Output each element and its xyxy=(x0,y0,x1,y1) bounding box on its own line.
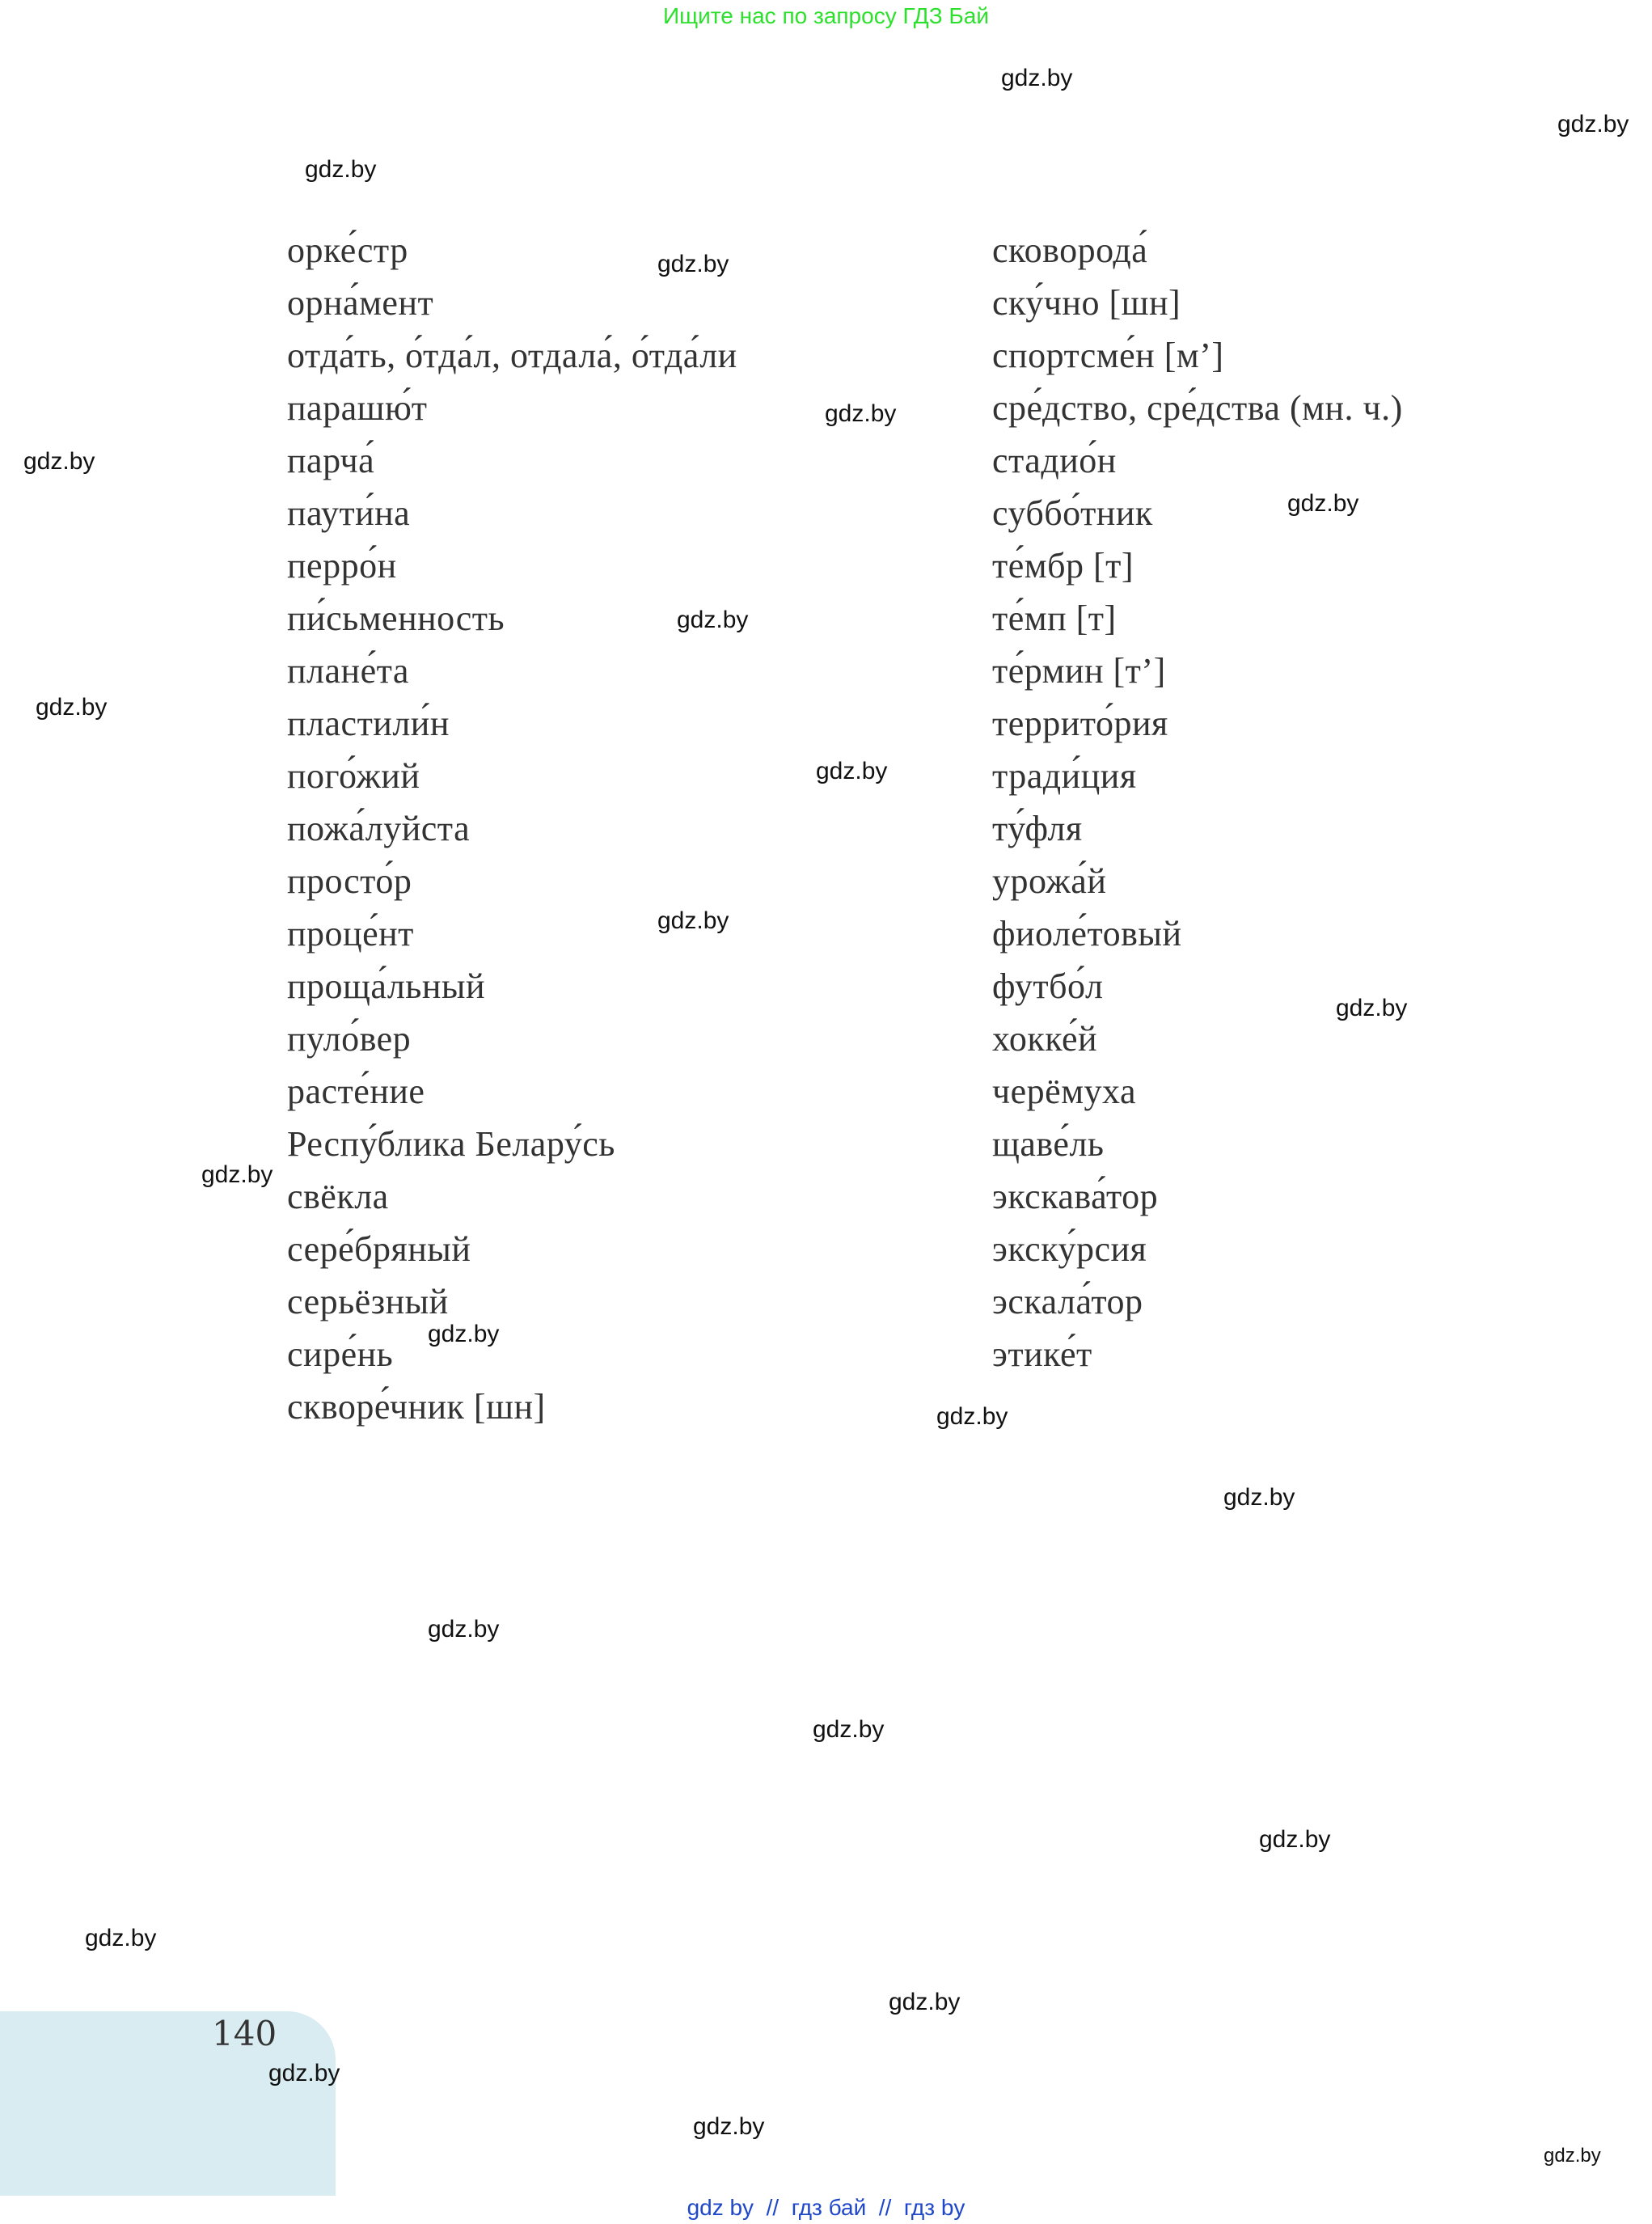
word-entry: парча́ xyxy=(287,441,375,480)
word-entry: пластили́н xyxy=(287,704,450,743)
watermark: gdz.by xyxy=(428,1616,500,1643)
word-entry: щаве́ль xyxy=(992,1124,1105,1164)
word-entry: сре́дство, сре́дства (мн. ч.) xyxy=(992,388,1403,428)
watermark: gdz.by xyxy=(657,907,729,934)
watermark: gdz.by xyxy=(816,758,888,784)
word-entry: проща́льный xyxy=(287,966,486,1006)
word-entry: серьёзный xyxy=(287,1282,449,1321)
word-entry: плане́та xyxy=(287,651,409,691)
word-entry: те́рмин [т’] xyxy=(992,651,1166,691)
watermark: gdz.by xyxy=(1259,1826,1331,1853)
word-entry: пого́жий xyxy=(287,756,420,796)
word-entry: урожа́й xyxy=(992,861,1107,901)
watermark: gdz.by xyxy=(936,1403,1008,1430)
watermark: gdz.by xyxy=(677,607,749,633)
watermark: gdz.by xyxy=(825,400,897,427)
word-entry: пуло́вер xyxy=(287,1019,412,1059)
footer-links: gdz by // гдз бай // гдз by xyxy=(687,2195,965,2220)
watermark: gdz.by xyxy=(428,1321,500,1347)
word-entry: пи́сьменность xyxy=(287,598,505,638)
watermark: gdz.by xyxy=(1001,65,1073,91)
page-number: 140 xyxy=(212,2014,277,2053)
watermark: gdz.by xyxy=(889,1989,961,2015)
watermark: gdz.by xyxy=(36,694,108,721)
word-entry: те́мбр [т] xyxy=(992,546,1134,586)
word-entry: ску́чно [шн] xyxy=(992,283,1181,323)
word-entry: скворе́чник [шн] xyxy=(287,1387,546,1427)
word-entry: расте́ние xyxy=(287,1072,425,1111)
word-entry: просто́р xyxy=(287,861,412,901)
watermark: gdz.by xyxy=(85,1925,157,1951)
word-entry: пожа́луйста xyxy=(287,809,471,848)
word-entry: орке́стр xyxy=(287,230,408,270)
word-entry: парашю́т xyxy=(287,388,428,428)
word-entry: хокке́й xyxy=(992,1019,1098,1059)
word-entry: террито́рия xyxy=(992,704,1168,743)
word-entry: ту́фля xyxy=(992,809,1083,848)
word-entry: отда́ть, о́тда́л, отдала́, о́тда́ли xyxy=(287,336,737,375)
word-entry: тради́ция xyxy=(992,756,1137,796)
watermark: gdz.by xyxy=(268,2060,340,2087)
word-list-left xyxy=(287,224,737,1433)
watermark: gdz.by xyxy=(657,251,729,277)
word-list-right xyxy=(992,224,1403,1380)
word-entry: орна́мент xyxy=(287,283,434,323)
word-entry: стадио́н xyxy=(992,441,1117,480)
page-number-tab xyxy=(0,2011,336,2196)
word-entry: фиоле́товый xyxy=(992,914,1182,953)
watermark: gdz.by xyxy=(1336,995,1408,1021)
watermark: gdz.by xyxy=(1544,2145,1601,2167)
word-entry: сире́нь xyxy=(287,1334,394,1374)
watermark: gdz.by xyxy=(201,1161,273,1188)
word-entry: эскала́тор xyxy=(992,1282,1143,1321)
word-entry: суббо́тник xyxy=(992,493,1153,533)
word-entry: те́мп [т] xyxy=(992,598,1117,638)
word-entry: спортсме́н [м’] xyxy=(992,336,1224,375)
watermark: gdz.by xyxy=(23,448,95,475)
word-entry: Респу́блика Белару́сь xyxy=(287,1124,615,1164)
watermark: gdz.by xyxy=(1557,111,1629,137)
word-entry: экскава́тор xyxy=(992,1177,1159,1216)
word-entry: свёкла xyxy=(287,1177,389,1216)
word-entry: черёмуха xyxy=(992,1072,1136,1111)
word-entry: сковорода́ xyxy=(992,230,1148,270)
word-entry: проце́нт xyxy=(287,914,414,953)
word-entry: сере́бряный xyxy=(287,1229,471,1269)
watermark: gdz.by xyxy=(1287,490,1359,517)
word-entry: этике́т xyxy=(992,1334,1092,1374)
word-entry: перро́н xyxy=(287,546,397,586)
word-entry: экску́рсия xyxy=(992,1229,1147,1269)
watermark: gdz.by xyxy=(1223,1484,1295,1511)
top-banner: Ищите нас по запросу ГДЗ Бай xyxy=(662,3,990,28)
watermark: gdz.by xyxy=(693,2113,765,2140)
word-entry: паути́на xyxy=(287,493,411,533)
watermark: gdz.by xyxy=(305,156,377,183)
watermark: gdz.by xyxy=(813,1716,885,1743)
word-entry: футбо́л xyxy=(992,966,1104,1006)
